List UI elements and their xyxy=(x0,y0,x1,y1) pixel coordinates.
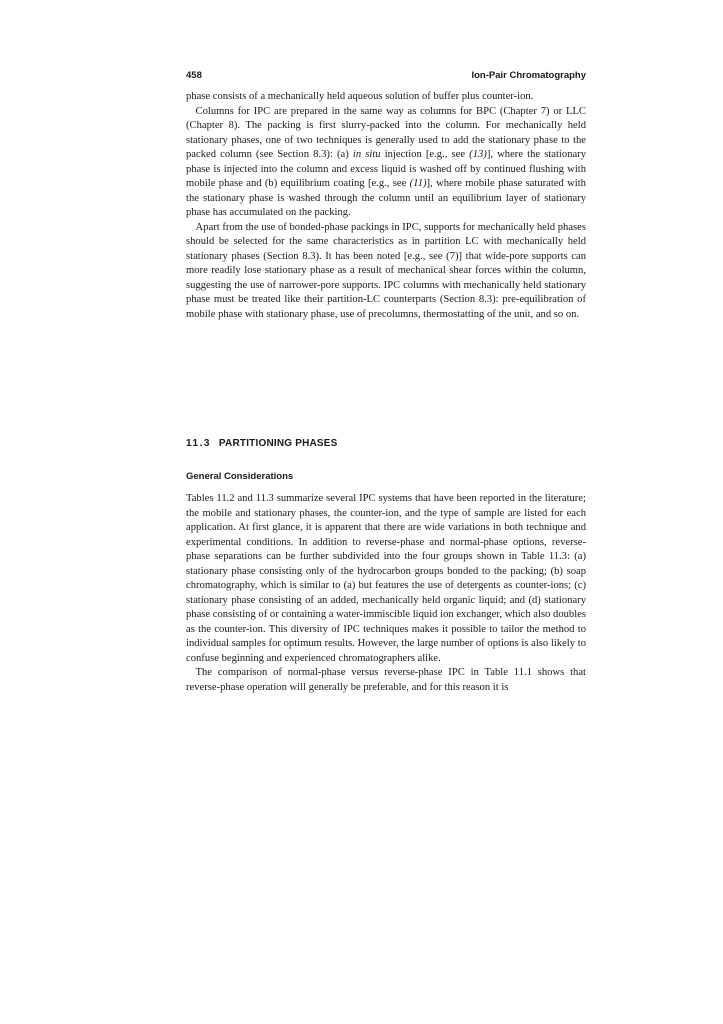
page-number: 458 xyxy=(186,70,202,81)
paragraph-continuation: phase consists of a mechanically held aqueous solution of buffer plus counter-ion. xyxy=(186,91,534,102)
reference-11: (11) xyxy=(409,178,427,189)
chapter-title: Ion-Pair Chromatography xyxy=(471,70,586,81)
paragraph-comparison: The comparison of normal-phase versus reverse-phase IPC in Table 11.1 shows that reverse-phase operation will generally be preferable, and for this reason it is xyxy=(186,667,586,693)
emphasis-in-situ: in situ xyxy=(352,149,381,160)
section-heading xyxy=(186,438,338,449)
reference-13: (13) xyxy=(469,149,487,160)
section-title: PARTITIONING PHASES xyxy=(218,438,338,449)
body-text-top xyxy=(186,90,586,322)
paragraph-tables-summary: Tables 11.2 and 11.3 summarize several IPC systems that have been reported in the literature; the mobile and stationary phases, the counter-ion, and the type of sample are listed for each application. At first glance, it is apparent that there are wide variations in both technique and experimental conditions. In addition to reverse-phase and normal-phase options, reverse-phase separations can be further subdivided into the four groups shown in Table 11.3: (a) stationary phase consisting only of the hydrocarbon groups bonded to the packing; (b) soap chromatography, which is similar to (a) but features the use of detergents as counter-ions; (c) stationary phase consisting of an added, mechanically held organic liquid; and (d) stationary phase consisting of or containing a water-immiscible liquid ion exchanger, which also doubles as the counter-ion. This diversity of IPC techniques makes it possible to tailor the method to individual samples for optimum results. However, the large number of options is also likely to confuse beginning and experienced chromatographers alike. xyxy=(186,493,586,664)
subsection-heading: General Considerations xyxy=(186,471,294,482)
body-text-bottom xyxy=(186,492,586,695)
section-number: 11.3 xyxy=(186,438,211,449)
book-page xyxy=(186,70,586,693)
paragraph-column-preparation: Columns for IPC are prepared in the same way as columns for BPC (Chapter 7) or LLC (Chapter 8). The packing is first slurry-packed into the column. For mechanically held stationary phases, one of two techniques is generally used to add the stationary phase to the packed column (see Section 8.3): (a) in situ injection [e.g., see (13)], where the stationary phase is injected into the column and excess liquid is washed off by continued flushing with mobile phase and (b) equilibrium coating [e.g., see (11)], where mobile phase saturated with the stationary phase is washed through the column until an equilibrium layer of stationary phase has accumulated on the packing. xyxy=(186,105,586,218)
running-head xyxy=(186,70,586,84)
paragraph-supports: Apart from the use of bonded-phase packings in IPC, supports for mechanically held phases should be selected for the same characteristics as in partition LC with mechanically held stationary phases (Section 8.3). It has been noted [e.g., see (7)] that wide-pore supports can more readily lose stationary phase as a result of mechanical shear forces within the column, suggesting the use of narrower-pore supports. IPC columns with mechanically held stationary phase must be treated like their partition-LC counterparts (Section 8.3): pre-equilibration of mobile phase with stationary phase, use of precolumns, thermostatting of the unit, and so on. xyxy=(186,221,586,320)
